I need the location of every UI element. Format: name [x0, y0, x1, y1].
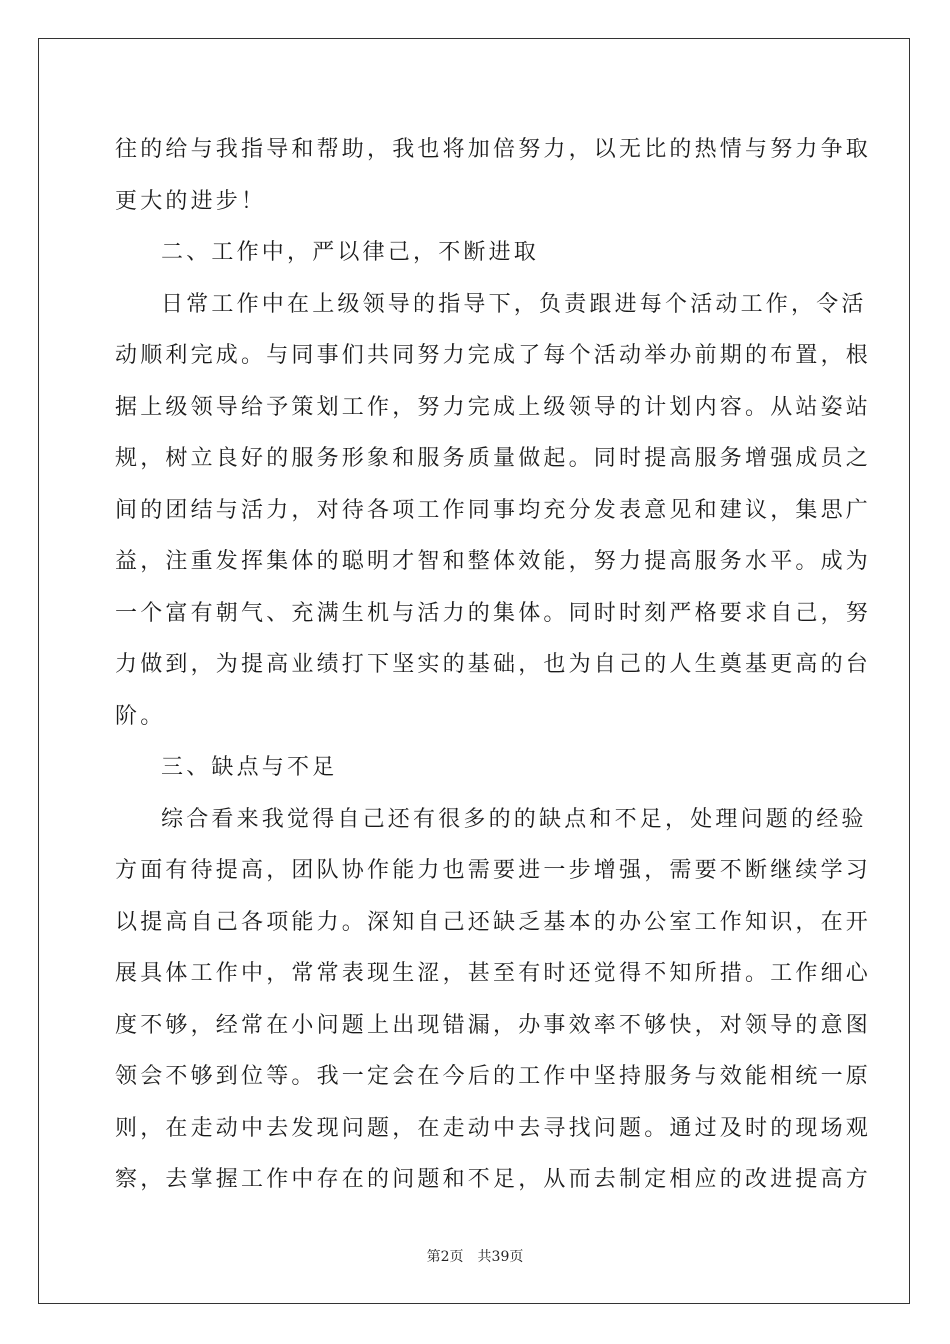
text-line: 据上级领导给予策划工作，努力完成上级领导的计划内容。从站姿站 [115, 394, 872, 420]
text-line: 益，注重发挥集体的聪明才智和整体效能，努力提高服务水平。成为 [115, 549, 872, 574]
text-line: 以提高自己各项能力。深知自己还缺乏基本的办公室工作知识，在开 [115, 909, 872, 935]
page-total: 共39页 [477, 1249, 524, 1265]
text-line: 间的团结与活力，对待各项工作同事均充分发表意见和建议，集思广 [115, 497, 872, 523]
text-line: 往的给与我指导和帮助，我也将加倍努力，以无比的热情与努力争取 [115, 137, 872, 162]
page-footer [0, 1246, 950, 1266]
document-body [115, 124, 872, 1206]
text-line: 阶。 [115, 703, 166, 729]
text-line: 日常工作中在上级领导的指导下，负责跟进每个活动工作，令活 [161, 291, 867, 317]
text-line: 力做到，为提高业绩打下坚实的基础，也为自己的人生奠基更高的台 [115, 652, 872, 677]
text-line: 一个富有朝气、充满生机与活力的集体。同时时刻严格要求自己，努 [115, 600, 872, 626]
text-line: 更大的进步！ [115, 188, 267, 214]
text-line: 则，在走动中去发现问题，在走动中去寻找问题。通过及时的现场观 [115, 1115, 872, 1141]
text-line: 三、缺点与不足 [161, 755, 338, 780]
text-line: 展具体工作中，常常表现生涩，甚至有时还觉得不知所措。工作细心 [115, 961, 872, 986]
page-number: 第2页 [426, 1249, 464, 1265]
text-line: 方面有待提高，团队协作能力也需要进一步增强，需要不断继续学习 [115, 858, 872, 883]
text-line: 领会不够到位等。我一定会在今后的工作中坚持服务与效能相统一原 [115, 1064, 872, 1089]
text-line: 察，去掌握工作中存在的问题和不足，从而去制定相应的改进提高方 [115, 1167, 872, 1192]
text-line: 综合看来我觉得自己还有很多的的缺点和不足，处理问题的经验 [161, 806, 867, 832]
text-line: 动顺利完成。与同事们共同努力完成了每个活动举办前期的布置，根 [115, 343, 872, 368]
text-line: 二、工作中，严以律己，不断进取 [161, 240, 540, 265]
text-line: 度不够，经常在小问题上出现错漏，办事效率不够快，对领导的意图 [115, 1012, 872, 1038]
text-line: 规，树立良好的服务形象和服务质量做起。同时提高服务增强成员之 [115, 446, 872, 471]
